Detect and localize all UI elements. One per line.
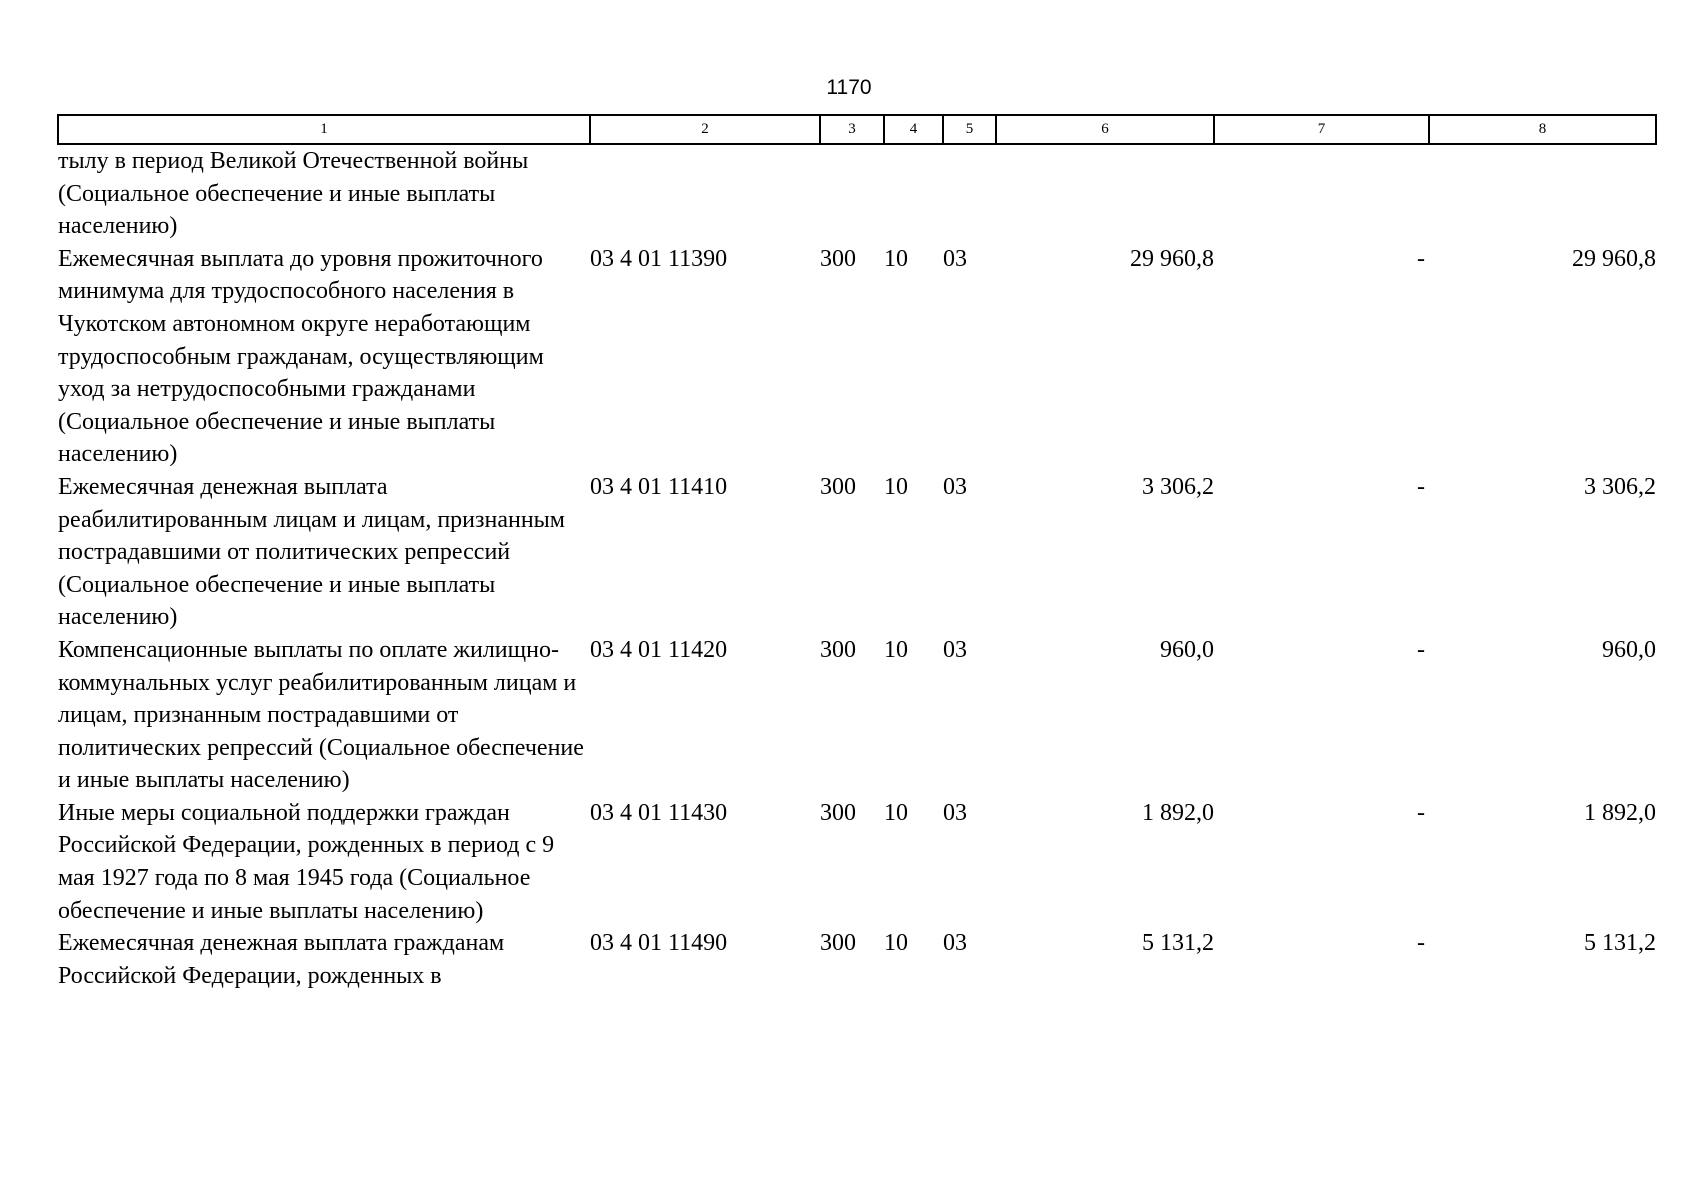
header-col-3: 3	[820, 115, 884, 144]
row-expense-type: 300	[820, 636, 856, 663]
row-regional: 1 892,0	[1584, 799, 1656, 826]
row-total	[996, 144, 1214, 243]
table-row	[58, 243, 1656, 471]
row-regional	[1429, 144, 1656, 243]
row-name: Ежемесячная денежная выплата реабилитированным лицам и лицам, признанным пострадавшими от политических репрессий (Социальное обеспечение и иные выплаты населению)	[58, 473, 565, 631]
row-total: 960,0	[1160, 636, 1214, 663]
header-number-row	[58, 115, 1656, 144]
row-expense-type: 300	[820, 245, 856, 272]
header-col-8: 8	[1429, 115, 1656, 144]
row-expense-type: 300	[820, 930, 856, 957]
row-total: 3 306,2	[1142, 473, 1214, 500]
page-number: 1170	[826, 76, 872, 99]
header-col-1: 1	[58, 115, 590, 144]
row-name: тылу в период Великой Отечественной войны (Социальное обеспечение и иные выплаты населению)	[58, 148, 529, 240]
table-header	[58, 115, 1656, 144]
row-section: 10	[884, 245, 908, 272]
table-row	[58, 634, 1656, 797]
row-regional: 29 960,8	[1572, 245, 1656, 272]
row-regional: 5 131,2	[1584, 930, 1656, 957]
row-federal: -	[1417, 930, 1425, 957]
row-name: Иные меры социальной поддержки граждан Российской Федерации, рожденных в период с 9 мая 1927 года по 8 мая 1945 года (Социальное обеспечение и иные выплаты населению)	[58, 799, 555, 924]
table-row	[58, 471, 1656, 634]
row-target-code: 03 4 01 11490	[590, 930, 728, 957]
row-subsection: 03	[943, 799, 967, 826]
header-col-5: 5	[943, 115, 996, 144]
row-regional: 960,0	[1602, 636, 1656, 663]
header-col-7: 7	[1214, 115, 1429, 144]
row-expense-type	[820, 144, 884, 243]
row-target-code: 03 4 01 11410	[590, 473, 728, 500]
row-federal: -	[1417, 799, 1425, 826]
row-subsection: 03	[943, 930, 967, 957]
row-section: 10	[884, 799, 908, 826]
row-federal	[1214, 144, 1429, 243]
row-section: 10	[884, 636, 908, 663]
row-federal: -	[1417, 473, 1425, 500]
row-target-code: 03 4 01 11420	[590, 636, 728, 663]
table-row	[58, 797, 1656, 927]
row-subsection: 03	[943, 636, 967, 663]
row-federal: -	[1417, 636, 1425, 663]
row-federal: -	[1417, 245, 1425, 272]
row-target-code: 03 4 01 11390	[590, 245, 728, 272]
row-section: 10	[884, 930, 908, 957]
row-name: Ежемесячная выплата до уровня прожиточного минимума для трудоспособного населения в Чукотском автономном округе неработающим трудоспособным гражданам, осуществляющим уход за нетрудоспособными гражданами (Социальное обеспечение и иные выплаты населению)	[58, 245, 544, 468]
table-row	[58, 927, 1656, 992]
budget-table	[57, 114, 1657, 992]
row-section: 10	[884, 473, 908, 500]
row-subsection: 03	[943, 473, 967, 500]
header-col-6: 6	[996, 115, 1214, 144]
row-target-code	[590, 144, 820, 243]
row-name: Компенсационные выплаты по оплате жилищно-коммунальных услуг реабилитированным лицам и лицам, признанным пострадавшими от политических репрессий (Социальное обеспечение и иные выплаты населению)	[58, 636, 584, 794]
row-section	[884, 144, 943, 243]
row-subsection	[943, 144, 996, 243]
row-regional: 3 306,2	[1584, 473, 1656, 500]
row-target-code: 03 4 01 11430	[590, 799, 728, 826]
row-expense-type: 300	[820, 799, 856, 826]
row-expense-type: 300	[820, 473, 856, 500]
row-total: 1 892,0	[1142, 799, 1214, 826]
header-col-2: 2	[590, 115, 820, 144]
table-row	[58, 144, 1656, 243]
row-total: 29 960,8	[1130, 245, 1214, 272]
row-subsection: 03	[943, 245, 967, 272]
row-name: Ежемесячная денежная выплата гражданам Российской Федерации, рожденных в	[58, 930, 505, 989]
row-total: 5 131,2	[1142, 930, 1214, 957]
header-col-4: 4	[884, 115, 943, 144]
table-body	[58, 144, 1656, 992]
